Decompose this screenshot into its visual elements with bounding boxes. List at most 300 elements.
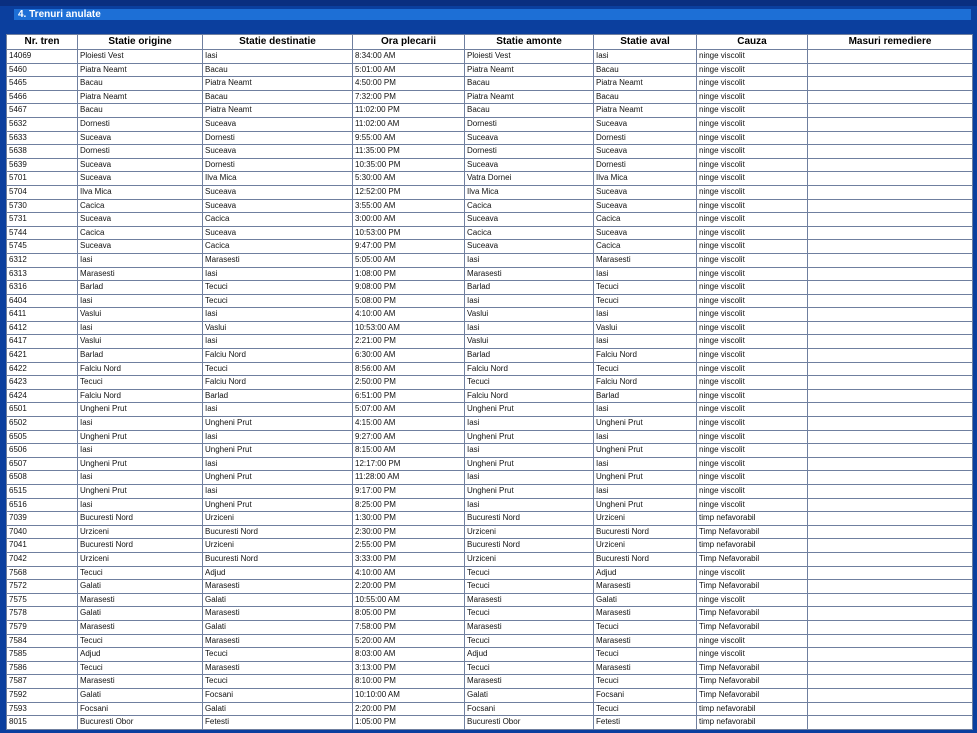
cell-statie-amonte[interactable]: Ungheni Prut xyxy=(465,485,593,498)
cell-statie-destinatie[interactable]: Ilva Mica xyxy=(203,172,352,185)
cell-statie-destinatie[interactable]: Bacau xyxy=(203,64,352,77)
cell-statie-aval[interactable]: Iasi xyxy=(594,50,696,63)
cell-ora-plecarii[interactable]: 11:28:00 AM xyxy=(353,471,464,484)
table-row[interactable] xyxy=(7,281,972,294)
cell-statie-destinatie[interactable]: Fetesti xyxy=(203,716,352,729)
cell-masuri-remediere[interactable] xyxy=(808,254,972,267)
cell-statie-origine[interactable]: Dornesti xyxy=(78,118,202,131)
cell-masuri-remediere[interactable] xyxy=(808,403,972,416)
cell-cauza[interactable]: ninge viscolit xyxy=(697,403,807,416)
cell-statie-aval[interactable]: Cacica xyxy=(594,240,696,253)
cell-statie-origine[interactable]: Piatra Neamt xyxy=(78,91,202,104)
table-row[interactable] xyxy=(7,471,972,484)
cell-statie-aval[interactable]: Suceava xyxy=(594,200,696,213)
cell-statie-aval[interactable]: Urziceni xyxy=(594,539,696,552)
cell-cauza[interactable]: ninge viscolit xyxy=(697,281,807,294)
cell-ora-plecarii[interactable]: 10:53:00 AM xyxy=(353,322,464,335)
cell-ora-plecarii[interactable]: 11:35:00 PM xyxy=(353,145,464,158)
cell-cauza[interactable]: ninge viscolit xyxy=(697,159,807,172)
cell-ora-plecarii[interactable]: 11:02:00 AM xyxy=(353,118,464,131)
cell-masuri-remediere[interactable] xyxy=(808,363,972,376)
cell-statie-aval[interactable]: Galati xyxy=(594,594,696,607)
cell-cauza[interactable]: ninge viscolit xyxy=(697,322,807,335)
cell-nr-tren[interactable]: 5467 xyxy=(7,104,77,117)
table-row[interactable] xyxy=(7,186,972,199)
cell-ora-plecarii[interactable]: 9:17:00 PM xyxy=(353,485,464,498)
cell-statie-destinatie[interactable]: Piatra Neamt xyxy=(203,77,352,90)
cell-statie-origine[interactable]: Cacica xyxy=(78,200,202,213)
cell-statie-origine[interactable]: Cacica xyxy=(78,227,202,240)
cell-statie-origine[interactable]: Focsani xyxy=(78,703,202,716)
cell-statie-amonte[interactable]: Ilva Mica xyxy=(465,186,593,199)
cell-ora-plecarii[interactable]: 9:27:00 AM xyxy=(353,431,464,444)
cell-masuri-remediere[interactable] xyxy=(808,675,972,688)
cell-masuri-remediere[interactable] xyxy=(808,526,972,539)
cell-statie-aval[interactable]: Iasi xyxy=(594,403,696,416)
cell-statie-origine[interactable]: Iasi xyxy=(78,417,202,430)
column-header-ora-plecarii[interactable]: Ora plecarii xyxy=(353,35,464,49)
cell-cauza[interactable]: ninge viscolit xyxy=(697,200,807,213)
cell-statie-destinatie[interactable]: Marasesti xyxy=(203,635,352,648)
cell-statie-amonte[interactable]: Tecuci xyxy=(465,580,593,593)
cell-masuri-remediere[interactable] xyxy=(808,499,972,512)
cell-cauza[interactable]: ninge viscolit xyxy=(697,91,807,104)
cell-ora-plecarii[interactable]: 12:52:00 PM xyxy=(353,186,464,199)
table-row[interactable] xyxy=(7,295,972,308)
cell-statie-origine[interactable]: Marasesti xyxy=(78,268,202,281)
cell-masuri-remediere[interactable] xyxy=(808,512,972,525)
cell-statie-aval[interactable]: Iasi xyxy=(594,431,696,444)
cell-statie-origine[interactable]: Bacau xyxy=(78,77,202,90)
cell-statie-aval[interactable]: Piatra Neamt xyxy=(594,104,696,117)
cell-statie-destinatie[interactable]: Suceava xyxy=(203,227,352,240)
cell-statie-destinatie[interactable]: Iasi xyxy=(203,458,352,471)
cell-statie-destinatie[interactable]: Bucuresti Nord xyxy=(203,526,352,539)
table-row[interactable] xyxy=(7,363,972,376)
cell-nr-tren[interactable]: 6422 xyxy=(7,363,77,376)
cell-statie-aval[interactable]: Marasesti xyxy=(594,607,696,620)
cell-nr-tren[interactable]: 7585 xyxy=(7,648,77,661)
cell-statie-destinatie[interactable]: Galati xyxy=(203,594,352,607)
cell-nr-tren[interactable]: 7568 xyxy=(7,567,77,580)
cell-statie-destinatie[interactable]: Ungheni Prut xyxy=(203,499,352,512)
cell-ora-plecarii[interactable]: 10:10:00 AM xyxy=(353,689,464,702)
cell-statie-origine[interactable]: Marasesti xyxy=(78,675,202,688)
table-row[interactable] xyxy=(7,254,972,267)
cell-cauza[interactable]: ninge viscolit xyxy=(697,64,807,77)
cell-ora-plecarii[interactable]: 5:08:00 PM xyxy=(353,295,464,308)
cell-cauza[interactable]: ninge viscolit xyxy=(697,485,807,498)
cell-statie-amonte[interactable]: Marasesti xyxy=(465,675,593,688)
cell-statie-origine[interactable]: Dornesti xyxy=(78,145,202,158)
cell-statie-destinatie[interactable]: Barlad xyxy=(203,390,352,403)
cell-cauza[interactable]: ninge viscolit xyxy=(697,376,807,389)
cell-cauza[interactable]: Timp Nefavorabil xyxy=(697,580,807,593)
cell-masuri-remediere[interactable] xyxy=(808,390,972,403)
cell-statie-origine[interactable]: Bucuresti Nord xyxy=(78,539,202,552)
cell-masuri-remediere[interactable] xyxy=(808,281,972,294)
cell-statie-aval[interactable]: Tecuci xyxy=(594,281,696,294)
cell-statie-amonte[interactable]: Marasesti xyxy=(465,594,593,607)
cell-statie-amonte[interactable]: Ploiesti Vest xyxy=(465,50,593,63)
cell-statie-origine[interactable]: Urziceni xyxy=(78,553,202,566)
cell-nr-tren[interactable]: 5460 xyxy=(7,64,77,77)
cell-ora-plecarii[interactable]: 1:05:00 PM xyxy=(353,716,464,729)
cell-statie-destinatie[interactable]: Tecuci xyxy=(203,295,352,308)
cell-nr-tren[interactable]: 6501 xyxy=(7,403,77,416)
cell-statie-destinatie[interactable]: Tecuci xyxy=(203,363,352,376)
cell-masuri-remediere[interactable] xyxy=(808,444,972,457)
table-row[interactable] xyxy=(7,607,972,620)
cell-masuri-remediere[interactable] xyxy=(808,471,972,484)
cell-statie-destinatie[interactable]: Suceava xyxy=(203,145,352,158)
cell-statie-origine[interactable]: Urziceni xyxy=(78,526,202,539)
cell-nr-tren[interactable]: 6316 xyxy=(7,281,77,294)
cell-nr-tren[interactable]: 7592 xyxy=(7,689,77,702)
cell-nr-tren[interactable]: 6507 xyxy=(7,458,77,471)
cell-cauza[interactable]: ninge viscolit xyxy=(697,132,807,145)
cell-masuri-remediere[interactable] xyxy=(808,50,972,63)
cell-statie-aval[interactable]: Suceava xyxy=(594,145,696,158)
cell-masuri-remediere[interactable] xyxy=(808,567,972,580)
column-header-statie-destinatie[interactable]: Statie destinatie xyxy=(203,35,352,49)
cell-statie-amonte[interactable]: Bucuresti Nord xyxy=(465,512,593,525)
cell-nr-tren[interactable]: 5730 xyxy=(7,200,77,213)
cell-statie-origine[interactable]: Suceava xyxy=(78,172,202,185)
table-row[interactable] xyxy=(7,458,972,471)
cell-statie-origine[interactable]: Adjud xyxy=(78,648,202,661)
cell-statie-origine[interactable]: Galati xyxy=(78,689,202,702)
cell-statie-destinatie[interactable]: Marasesti xyxy=(203,580,352,593)
cell-statie-aval[interactable]: Bucuresti Nord xyxy=(594,553,696,566)
cell-statie-amonte[interactable]: Ungheni Prut xyxy=(465,458,593,471)
cell-cauza[interactable]: Timp Nefavorabil xyxy=(697,689,807,702)
table-row[interactable] xyxy=(7,213,972,226)
cell-ora-plecarii[interactable]: 3:00:00 AM xyxy=(353,213,464,226)
cell-ora-plecarii[interactable]: 8:34:00 AM xyxy=(353,50,464,63)
cell-statie-aval[interactable]: Dornesti xyxy=(594,159,696,172)
cell-statie-amonte[interactable]: Iasi xyxy=(465,499,593,512)
cell-statie-amonte[interactable]: Suceava xyxy=(465,213,593,226)
cell-masuri-remediere[interactable] xyxy=(808,64,972,77)
cell-statie-origine[interactable]: Marasesti xyxy=(78,621,202,634)
cell-statie-origine[interactable]: Ploiesti Vest xyxy=(78,50,202,63)
cell-statie-origine[interactable]: Iasi xyxy=(78,471,202,484)
cell-nr-tren[interactable]: 6313 xyxy=(7,268,77,281)
cell-masuri-remediere[interactable] xyxy=(808,295,972,308)
cell-nr-tren[interactable]: 5701 xyxy=(7,172,77,185)
cell-masuri-remediere[interactable] xyxy=(808,240,972,253)
cell-statie-aval[interactable]: Piatra Neamt xyxy=(594,77,696,90)
cell-statie-amonte[interactable]: Ungheni Prut xyxy=(465,431,593,444)
cell-nr-tren[interactable]: 6423 xyxy=(7,376,77,389)
table-row[interactable] xyxy=(7,104,972,117)
cell-statie-destinatie[interactable]: Bucuresti Nord xyxy=(203,553,352,566)
cell-nr-tren[interactable]: 8015 xyxy=(7,716,77,729)
cell-statie-aval[interactable]: Falciu Nord xyxy=(594,376,696,389)
cell-cauza[interactable]: ninge viscolit xyxy=(697,104,807,117)
cell-statie-amonte[interactable]: Tecuci xyxy=(465,662,593,675)
cell-statie-destinatie[interactable]: Iasi xyxy=(203,50,352,63)
cell-masuri-remediere[interactable] xyxy=(808,417,972,430)
cell-masuri-remediere[interactable] xyxy=(808,186,972,199)
cell-cauza[interactable]: Timp Nefavorabil xyxy=(697,607,807,620)
cell-statie-amonte[interactable]: Bacau xyxy=(465,77,593,90)
cell-statie-amonte[interactable]: Vaslui xyxy=(465,308,593,321)
cell-cauza[interactable]: ninge viscolit xyxy=(697,145,807,158)
cell-ora-plecarii[interactable]: 8:25:00 PM xyxy=(353,499,464,512)
table-row[interactable] xyxy=(7,64,972,77)
cell-nr-tren[interactable]: 6312 xyxy=(7,254,77,267)
cell-statie-origine[interactable]: Tecuci xyxy=(78,567,202,580)
cell-statie-amonte[interactable]: Iasi xyxy=(465,295,593,308)
cell-statie-amonte[interactable]: Cacica xyxy=(465,227,593,240)
cell-nr-tren[interactable]: 7575 xyxy=(7,594,77,607)
cell-statie-aval[interactable]: Bacau xyxy=(594,64,696,77)
cell-nr-tren[interactable]: 6404 xyxy=(7,295,77,308)
cell-nr-tren[interactable]: 6515 xyxy=(7,485,77,498)
cell-masuri-remediere[interactable] xyxy=(808,145,972,158)
cell-statie-aval[interactable]: Ungheni Prut xyxy=(594,417,696,430)
cell-nr-tren[interactable]: 7584 xyxy=(7,635,77,648)
cell-ora-plecarii[interactable]: 8:15:00 AM xyxy=(353,444,464,457)
cell-ora-plecarii[interactable]: 8:03:00 AM xyxy=(353,648,464,661)
cell-nr-tren[interactable]: 6508 xyxy=(7,471,77,484)
cell-statie-destinatie[interactable]: Galati xyxy=(203,703,352,716)
cell-ora-plecarii[interactable]: 1:30:00 PM xyxy=(353,512,464,525)
cell-nr-tren[interactable]: 6411 xyxy=(7,308,77,321)
column-header-nr-tren[interactable]: Nr. tren xyxy=(7,35,77,49)
cell-masuri-remediere[interactable] xyxy=(808,268,972,281)
cell-masuri-remediere[interactable] xyxy=(808,335,972,348)
cell-ora-plecarii[interactable]: 5:05:00 AM xyxy=(353,254,464,267)
cell-statie-origine[interactable]: Ungheni Prut xyxy=(78,485,202,498)
cell-masuri-remediere[interactable] xyxy=(808,594,972,607)
table-row[interactable] xyxy=(7,322,972,335)
cell-statie-aval[interactable]: Falciu Nord xyxy=(594,349,696,362)
cell-nr-tren[interactable]: 5466 xyxy=(7,91,77,104)
cell-statie-amonte[interactable]: Piatra Neamt xyxy=(465,91,593,104)
cell-ora-plecarii[interactable]: 4:50:00 PM xyxy=(353,77,464,90)
cell-statie-destinatie[interactable]: Falciu Nord xyxy=(203,349,352,362)
cell-statie-origine[interactable]: Iasi xyxy=(78,499,202,512)
cell-statie-origine[interactable]: Marasesti xyxy=(78,594,202,607)
cell-statie-origine[interactable]: Vaslui xyxy=(78,335,202,348)
cell-ora-plecarii[interactable]: 9:08:00 PM xyxy=(353,281,464,294)
cell-masuri-remediere[interactable] xyxy=(808,118,972,131)
cell-statie-origine[interactable]: Barlad xyxy=(78,349,202,362)
cell-ora-plecarii[interactable]: 8:56:00 AM xyxy=(353,363,464,376)
cell-statie-destinatie[interactable]: Bacau xyxy=(203,91,352,104)
cell-nr-tren[interactable]: 7579 xyxy=(7,621,77,634)
table-row[interactable] xyxy=(7,417,972,430)
cell-statie-aval[interactable]: Tecuci xyxy=(594,648,696,661)
cell-nr-tren[interactable]: 5638 xyxy=(7,145,77,158)
cell-ora-plecarii[interactable]: 4:10:00 AM xyxy=(353,308,464,321)
cell-nr-tren[interactable]: 14069 xyxy=(7,50,77,63)
cell-statie-amonte[interactable]: Bucuresti Nord xyxy=(465,539,593,552)
table-row[interactable] xyxy=(7,132,972,145)
cell-masuri-remediere[interactable] xyxy=(808,172,972,185)
cell-statie-aval[interactable]: Bucuresti Nord xyxy=(594,526,696,539)
table-row[interactable] xyxy=(7,635,972,648)
cell-statie-amonte[interactable]: Barlad xyxy=(465,281,593,294)
cell-statie-amonte[interactable]: Falciu Nord xyxy=(465,390,593,403)
cell-ora-plecarii[interactable]: 3:13:00 PM xyxy=(353,662,464,675)
cell-cauza[interactable]: ninge viscolit xyxy=(697,349,807,362)
cell-cauza[interactable]: Timp Nefavorabil xyxy=(697,553,807,566)
cell-statie-destinatie[interactable]: Iasi xyxy=(203,403,352,416)
table-row[interactable] xyxy=(7,580,972,593)
cell-statie-origine[interactable]: Bucuresti Nord xyxy=(78,512,202,525)
cell-statie-aval[interactable]: Iasi xyxy=(594,268,696,281)
cell-ora-plecarii[interactable]: 2:20:00 PM xyxy=(353,580,464,593)
cell-statie-destinatie[interactable]: Iasi xyxy=(203,268,352,281)
table-row[interactable] xyxy=(7,268,972,281)
cell-statie-origine[interactable]: Falciu Nord xyxy=(78,390,202,403)
table-row[interactable] xyxy=(7,499,972,512)
cell-masuri-remediere[interactable] xyxy=(808,132,972,145)
table-row[interactable] xyxy=(7,567,972,580)
cell-statie-destinatie[interactable]: Suceava xyxy=(203,118,352,131)
cell-statie-destinatie[interactable]: Ungheni Prut xyxy=(203,444,352,457)
cell-ora-plecarii[interactable]: 3:55:00 AM xyxy=(353,200,464,213)
cell-statie-aval[interactable]: Tecuci xyxy=(594,703,696,716)
table-row[interactable] xyxy=(7,172,972,185)
cell-masuri-remediere[interactable] xyxy=(808,376,972,389)
cell-statie-amonte[interactable]: Urziceni xyxy=(465,526,593,539)
table-row[interactable] xyxy=(7,335,972,348)
cell-masuri-remediere[interactable] xyxy=(808,662,972,675)
cell-nr-tren[interactable]: 7578 xyxy=(7,607,77,620)
cell-cauza[interactable]: ninge viscolit xyxy=(697,186,807,199)
cell-nr-tren[interactable]: 6424 xyxy=(7,390,77,403)
cell-statie-amonte[interactable]: Marasesti xyxy=(465,268,593,281)
cell-cauza[interactable]: ninge viscolit xyxy=(697,227,807,240)
cell-ora-plecarii[interactable]: 6:30:00 AM xyxy=(353,349,464,362)
cell-statie-origine[interactable]: Barlad xyxy=(78,281,202,294)
cell-statie-amonte[interactable]: Suceava xyxy=(465,240,593,253)
table-row[interactable] xyxy=(7,227,972,240)
cell-statie-aval[interactable]: Suceava xyxy=(594,227,696,240)
cell-cauza[interactable]: timp nefavorabil xyxy=(697,716,807,729)
cell-statie-origine[interactable]: Falciu Nord xyxy=(78,363,202,376)
table-row[interactable] xyxy=(7,553,972,566)
cell-statie-amonte[interactable]: Iasi xyxy=(465,254,593,267)
cell-masuri-remediere[interactable] xyxy=(808,91,972,104)
cell-nr-tren[interactable]: 7041 xyxy=(7,539,77,552)
cell-masuri-remediere[interactable] xyxy=(808,580,972,593)
cell-cauza[interactable]: timp nefavorabil xyxy=(697,512,807,525)
cell-statie-amonte[interactable]: Dornesti xyxy=(465,145,593,158)
cell-statie-amonte[interactable]: Iasi xyxy=(465,417,593,430)
cell-statie-aval[interactable]: Ungheni Prut xyxy=(594,499,696,512)
cell-statie-origine[interactable]: Ungheni Prut xyxy=(78,458,202,471)
table-row[interactable] xyxy=(7,662,972,675)
table-row[interactable] xyxy=(7,539,972,552)
cell-ora-plecarii[interactable]: 10:53:00 PM xyxy=(353,227,464,240)
cell-ora-plecarii[interactable]: 8:10:00 PM xyxy=(353,675,464,688)
cell-ora-plecarii[interactable]: 5:07:00 AM xyxy=(353,403,464,416)
cell-statie-destinatie[interactable]: Piatra Neamt xyxy=(203,104,352,117)
table-row[interactable] xyxy=(7,444,972,457)
cell-statie-destinatie[interactable]: Ungheni Prut xyxy=(203,417,352,430)
cell-cauza[interactable]: ninge viscolit xyxy=(697,458,807,471)
cell-cauza[interactable]: ninge viscolit xyxy=(697,295,807,308)
cell-ora-plecarii[interactable]: 5:01:00 AM xyxy=(353,64,464,77)
cell-nr-tren[interactable]: 6502 xyxy=(7,417,77,430)
cell-statie-origine[interactable]: Galati xyxy=(78,607,202,620)
cell-statie-amonte[interactable]: Tecuci xyxy=(465,635,593,648)
cell-masuri-remediere[interactable] xyxy=(808,607,972,620)
cell-statie-destinatie[interactable]: Marasesti xyxy=(203,254,352,267)
table-row[interactable] xyxy=(7,145,972,158)
cell-cauza[interactable]: ninge viscolit xyxy=(697,431,807,444)
cell-cauza[interactable]: ninge viscolit xyxy=(697,268,807,281)
column-header-statie-aval[interactable]: Statie aval xyxy=(594,35,696,49)
table-row[interactable] xyxy=(7,675,972,688)
cell-statie-origine[interactable]: Suceava xyxy=(78,132,202,145)
cell-statie-amonte[interactable]: Suceava xyxy=(465,159,593,172)
cell-nr-tren[interactable]: 6506 xyxy=(7,444,77,457)
cell-statie-amonte[interactable]: Cacica xyxy=(465,200,593,213)
cell-statie-aval[interactable]: Ilva Mica xyxy=(594,172,696,185)
cell-statie-destinatie[interactable]: Vaslui xyxy=(203,322,352,335)
cell-statie-amonte[interactable]: Piatra Neamt xyxy=(465,64,593,77)
cell-ora-plecarii[interactable]: 7:32:00 PM xyxy=(353,91,464,104)
table-row[interactable] xyxy=(7,648,972,661)
cell-statie-aval[interactable]: Dornesti xyxy=(594,132,696,145)
cell-statie-aval[interactable]: Tecuci xyxy=(594,675,696,688)
cell-masuri-remediere[interactable] xyxy=(808,200,972,213)
table-row[interactable] xyxy=(7,716,972,729)
cell-statie-destinatie[interactable]: Tecuci xyxy=(203,675,352,688)
cell-statie-amonte[interactable]: Falciu Nord xyxy=(465,363,593,376)
cell-cauza[interactable]: ninge viscolit xyxy=(697,594,807,607)
cell-cauza[interactable]: ninge viscolit xyxy=(697,635,807,648)
cell-nr-tren[interactable]: 5704 xyxy=(7,186,77,199)
cell-statie-destinatie[interactable]: Urziceni xyxy=(203,512,352,525)
cell-statie-amonte[interactable]: Iasi xyxy=(465,322,593,335)
cell-statie-origine[interactable]: Ilva Mica xyxy=(78,186,202,199)
cell-ora-plecarii[interactable]: 12:17:00 PM xyxy=(353,458,464,471)
cell-statie-aval[interactable]: Tecuci xyxy=(594,621,696,634)
column-header-statie-amonte[interactable]: Statie amonte xyxy=(465,35,593,49)
cell-statie-destinatie[interactable]: Cacica xyxy=(203,213,352,226)
cell-statie-origine[interactable]: Bucuresti Obor xyxy=(78,716,202,729)
table-row[interactable] xyxy=(7,703,972,716)
cell-statie-amonte[interactable]: Barlad xyxy=(465,349,593,362)
table-row[interactable] xyxy=(7,159,972,172)
table-row[interactable] xyxy=(7,526,972,539)
cell-statie-origine[interactable]: Iasi xyxy=(78,444,202,457)
table-row[interactable] xyxy=(7,594,972,607)
cell-masuri-remediere[interactable] xyxy=(808,553,972,566)
cell-statie-amonte[interactable]: Tecuci xyxy=(465,376,593,389)
cell-statie-amonte[interactable]: Tecuci xyxy=(465,607,593,620)
cell-cauza[interactable]: ninge viscolit xyxy=(697,240,807,253)
cell-statie-aval[interactable]: Bacau xyxy=(594,91,696,104)
cell-cauza[interactable]: ninge viscolit xyxy=(697,254,807,267)
cell-masuri-remediere[interactable] xyxy=(808,431,972,444)
cell-cauza[interactable]: ninge viscolit xyxy=(697,77,807,90)
cell-statie-origine[interactable]: Iasi xyxy=(78,295,202,308)
cell-cauza[interactable]: ninge viscolit xyxy=(697,471,807,484)
cell-statie-aval[interactable]: Adjud xyxy=(594,567,696,580)
cell-masuri-remediere[interactable] xyxy=(808,648,972,661)
cell-ora-plecarii[interactable]: 11:02:00 PM xyxy=(353,104,464,117)
cell-statie-amonte[interactable]: Dornesti xyxy=(465,118,593,131)
